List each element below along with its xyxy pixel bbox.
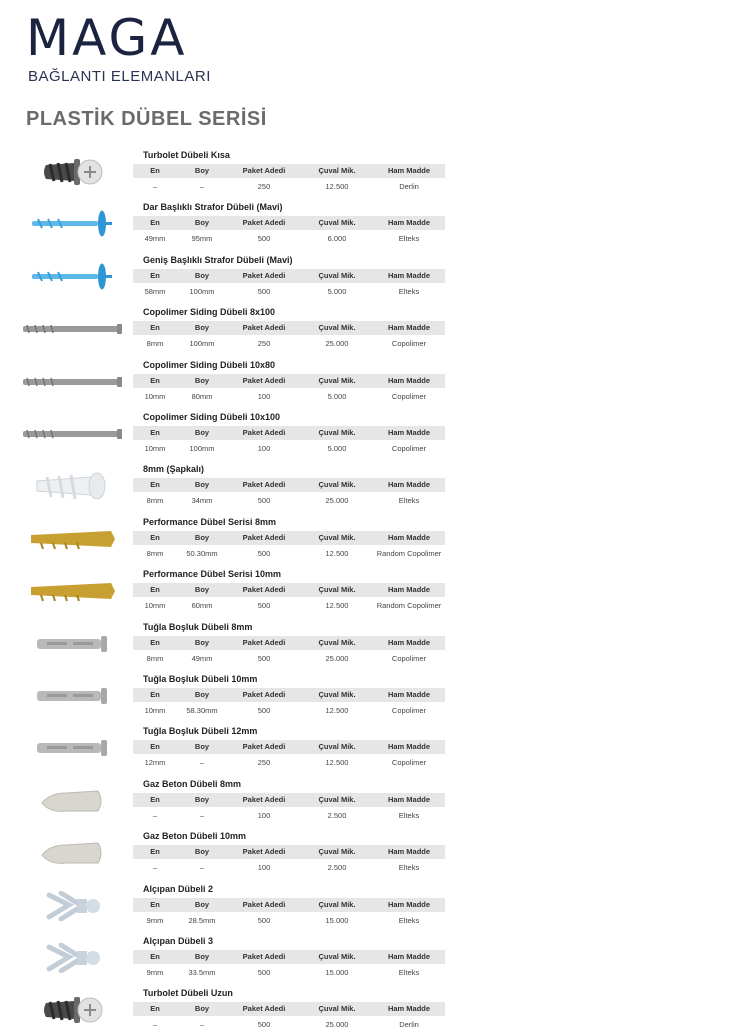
spec-value: Elteks (398, 234, 420, 244)
spec-value: 500 (257, 286, 271, 296)
column-header: En (150, 952, 160, 961)
spec-value: 8mm (146, 548, 164, 558)
spec-value: 500 (257, 915, 271, 925)
spec-value: 100mm (189, 444, 215, 453)
spec-value: Copolimer (391, 653, 427, 663)
column-header: En (150, 794, 160, 804)
column-header: Paket Adedi (242, 428, 286, 437)
column-header: En (150, 532, 160, 542)
column-header: Ham Madde (387, 166, 431, 175)
product-row (0, 884, 738, 932)
column-header: Çuval Mik. (318, 742, 356, 752)
column-header: Paket Adedi (242, 480, 286, 490)
spec-value: 2.500 (327, 863, 347, 873)
spec-value: 100 (257, 444, 271, 453)
spec-value: – (199, 758, 205, 768)
spec-value-row (133, 442, 445, 456)
column-header: Boy (194, 218, 210, 228)
product-name: Tuğla Boşluk Dübeli 12mm (143, 726, 258, 737)
product-row (0, 464, 738, 512)
blue-insulation-plug-icon (18, 204, 128, 244)
column-header: Paket Adedi (242, 742, 286, 752)
spec-value: – (152, 1020, 158, 1030)
spec-value: Elteks (398, 810, 420, 820)
spec-value: – (152, 182, 158, 191)
column-header: Ham Madde (387, 847, 431, 857)
spec-value-row (133, 285, 445, 299)
column-header: Boy (194, 270, 210, 280)
product-row (0, 307, 738, 355)
spec-header-row (133, 321, 445, 335)
spec-value: 5.000 (327, 444, 347, 453)
spec-value-row (133, 756, 445, 770)
column-header: Paket Adedi (242, 166, 286, 175)
spec-value-row (133, 232, 445, 246)
spec-value: 95mm (191, 234, 213, 244)
spec-value: 100 (257, 863, 271, 873)
column-header: Paket Adedi (242, 637, 286, 647)
page-title: PLASTİK DÜBEL SERİSİ (26, 108, 267, 130)
spec-header-row (133, 583, 445, 597)
column-header: Boy (194, 532, 210, 542)
column-header: Paket Adedi (242, 218, 286, 228)
spec-value: 500 (257, 234, 271, 244)
spec-value: 250 (257, 758, 271, 768)
spec-value: 33.5mm (188, 968, 216, 977)
column-header: Ham Madde (387, 637, 431, 647)
spec-value-row (133, 966, 445, 980)
column-header: Çuval Mik. (318, 218, 356, 228)
spec-value: 500 (257, 706, 271, 715)
column-header: Boy (194, 637, 210, 647)
spec-header-row (133, 164, 445, 178)
spec-value-row (133, 599, 445, 613)
column-header: Paket Adedi (242, 899, 286, 909)
column-header: Ham Madde (387, 218, 431, 228)
column-header: En (150, 166, 160, 175)
column-header: En (150, 428, 160, 437)
spec-value: 50.30mm (186, 548, 218, 558)
product-name: Gaz Beton Dübeli 8mm (143, 778, 242, 789)
column-header: En (150, 480, 160, 490)
column-header: En (150, 270, 160, 280)
column-header: Çuval Mik. (318, 166, 356, 175)
aerated-concrete-plug-icon (18, 781, 128, 821)
spec-value: 500 (257, 496, 271, 506)
column-header: Boy (194, 323, 210, 333)
spec-value: 25.000 (325, 1020, 349, 1030)
column-header: Çuval Mik. (318, 952, 356, 961)
spec-header-row (133, 269, 445, 283)
spec-value-row (133, 861, 445, 875)
column-header: Ham Madde (387, 742, 431, 752)
spec-value-row (133, 914, 445, 928)
siding-plug-icon (18, 309, 128, 349)
product-name: Performance Dübel Serisi 10mm (143, 569, 282, 580)
column-header: En (150, 899, 160, 909)
product-name: Copolimer Siding Dübeli 8x100 (143, 307, 276, 318)
column-header: Paket Adedi (242, 270, 286, 280)
column-header: Çuval Mik. (318, 270, 356, 280)
product-row (0, 255, 738, 303)
product-name: Performance Dübel Serisi 8mm (143, 516, 277, 527)
spec-value: Copolimer (391, 339, 427, 349)
column-header: Ham Madde (387, 375, 431, 385)
spec-value: Random Copolimer (376, 548, 442, 558)
spec-value: Derlin (399, 182, 419, 191)
column-header: En (150, 323, 160, 333)
spec-header-row (133, 950, 445, 964)
grey-brick-plug-icon (18, 676, 128, 716)
siding-plug-icon (18, 362, 128, 402)
spec-value: Copolimer (391, 758, 427, 768)
spec-value: 10mm (144, 706, 166, 715)
spec-header-row (133, 1002, 445, 1016)
column-header: Çuval Mik. (318, 1004, 356, 1014)
spec-value: 100 (257, 391, 271, 401)
product-row (0, 674, 738, 722)
spec-value: 60mm (191, 601, 213, 611)
product-row (0, 936, 738, 984)
column-header: Paket Adedi (242, 952, 286, 961)
spec-value-row (133, 494, 445, 508)
product-row (0, 831, 738, 879)
blue-insulation-plug-icon (18, 257, 128, 297)
column-header: Ham Madde (387, 794, 431, 804)
spec-value: 49mm (191, 653, 213, 663)
spec-value-row (133, 704, 445, 718)
brand-logo: MAGA (26, 9, 188, 67)
product-name: Gaz Beton Dübeli 10mm (143, 831, 247, 842)
column-header: Ham Madde (387, 1004, 431, 1014)
product-row (0, 569, 738, 617)
column-header: Boy (194, 899, 210, 909)
spec-value: 28.5mm (188, 915, 216, 925)
product-name: Copolimer Siding Dübeli 10x100 (143, 412, 281, 422)
aerated-concrete-plug-icon (18, 833, 128, 873)
product-name: Geniş Başlıklı Strafor Dübeli (Mavi) (143, 254, 293, 265)
column-header: Çuval Mik. (318, 532, 356, 542)
column-header: Çuval Mik. (318, 794, 356, 804)
product-row (0, 202, 738, 250)
spec-value: Elteks (398, 863, 420, 873)
column-header: Çuval Mik. (318, 323, 356, 333)
spec-header-row (133, 845, 445, 859)
spec-value: 12.500 (325, 758, 349, 768)
spec-header-row (133, 793, 445, 807)
spec-value: 2.500 (327, 810, 347, 820)
spec-value: 500 (257, 968, 271, 977)
column-header: En (150, 1004, 160, 1014)
spec-value: 500 (257, 548, 271, 558)
column-header: Ham Madde (387, 480, 431, 490)
drywall-plug-icon (18, 938, 128, 978)
spec-value: 10mm (144, 601, 166, 611)
column-header: Ham Madde (387, 899, 431, 909)
spec-value: 10mm (144, 444, 166, 453)
column-header: Boy (194, 1004, 210, 1014)
spec-header-row (133, 898, 445, 912)
column-header: Ham Madde (387, 428, 431, 437)
spec-value-row (133, 337, 445, 351)
product-name: Tuğla Boşluk Dübeli 8mm (143, 621, 253, 632)
spec-value: 12.500 (325, 548, 349, 558)
spec-value: – (152, 810, 158, 820)
spec-value: – (199, 810, 205, 820)
column-header: Boy (194, 480, 210, 490)
column-header: Paket Adedi (242, 375, 286, 385)
column-header: Paket Adedi (242, 323, 286, 333)
spec-value: 100mm (189, 339, 215, 349)
column-header: Boy (194, 952, 210, 961)
column-header: Boy (194, 690, 210, 699)
spec-value: Elteks (398, 915, 420, 925)
spec-value: 250 (257, 339, 271, 349)
column-header: Boy (194, 847, 210, 857)
spec-value: 25.000 (325, 496, 349, 506)
grey-brick-plug-icon (18, 728, 128, 768)
product-name: Alçıpan Dübeli 3 (143, 936, 214, 946)
column-header: Çuval Mik. (318, 847, 356, 857)
column-header: En (150, 585, 160, 595)
product-name: Turbolet Dübeli Kısa (143, 150, 230, 160)
spec-value: 500 (257, 601, 271, 611)
spec-value-row (133, 652, 445, 666)
spec-value-row (133, 809, 445, 823)
product-row (0, 726, 738, 774)
spec-value: Copolimer (391, 391, 427, 401)
spec-value: 500 (257, 1020, 271, 1030)
spec-header-row (133, 426, 445, 440)
spec-value: 80mm (191, 391, 213, 401)
column-header: Çuval Mik. (318, 375, 356, 385)
spec-value: Elteks (398, 286, 420, 296)
spec-value: 100mm (189, 286, 215, 296)
yellow-plug-icon (18, 519, 128, 559)
spec-value: 9mm (146, 968, 164, 977)
column-header: Çuval Mik. (318, 585, 356, 595)
product-row (0, 412, 738, 460)
product-name: Alçıpan Dübeli 2 (143, 883, 214, 894)
column-header: Ham Madde (387, 270, 431, 280)
column-header: Paket Adedi (242, 794, 286, 804)
spec-value: Derlin (399, 1020, 419, 1030)
spec-value: 34mm (191, 496, 213, 506)
column-header: Paket Adedi (242, 532, 286, 542)
turbolet-plug-icon (18, 152, 128, 192)
spec-value: 12.500 (325, 601, 349, 611)
product-row (0, 360, 738, 408)
column-header: Çuval Mik. (318, 690, 356, 699)
product-name: 8mm (Şapkalı) (143, 464, 205, 475)
spec-value: 15.000 (325, 915, 349, 925)
spec-value: Random Copolimer (376, 601, 442, 611)
product-name: Copolimer Siding Dübeli 10x80 (143, 359, 276, 370)
spec-value: 12.500 (325, 706, 349, 715)
siding-plug-icon (18, 414, 128, 454)
spec-value-row (133, 547, 445, 561)
spec-value: Copolimer (391, 706, 427, 715)
spec-value: – (199, 1020, 205, 1030)
column-header: En (150, 218, 160, 228)
column-header: En (150, 637, 160, 647)
spec-value: 25.000 (325, 339, 349, 349)
spec-value: 25.000 (325, 653, 349, 663)
spec-value-row (133, 1018, 445, 1032)
spec-header-row (133, 740, 445, 754)
column-header: En (150, 847, 160, 857)
spec-header-row (133, 636, 445, 650)
product-name: Dar Başlıklı Strafor Dübeli (Mavi) (143, 202, 283, 213)
spec-value: 49mm (144, 234, 166, 244)
column-header: Paket Adedi (242, 690, 286, 699)
column-header: Paket Adedi (242, 847, 286, 857)
column-header: Ham Madde (387, 585, 431, 595)
product-name: Tuğla Boşluk Dübeli 10mm (143, 674, 258, 684)
spec-value: 9mm (146, 915, 164, 925)
white-wall-plug-icon (18, 466, 128, 506)
product-name: Turbolet Dübeli Uzun (143, 988, 233, 999)
spec-value: Elteks (398, 496, 420, 506)
column-header: Boy (194, 794, 210, 804)
column-header: Çuval Mik. (318, 428, 356, 437)
spec-value-row (133, 390, 445, 404)
spec-value: 100 (257, 810, 271, 820)
spec-value: 500 (257, 653, 271, 663)
column-header: Çuval Mik. (318, 480, 356, 490)
product-row (0, 517, 738, 565)
spec-value: 5.000 (327, 391, 347, 401)
product-row (0, 779, 738, 827)
column-header: Ham Madde (387, 323, 431, 333)
column-header: Boy (194, 585, 210, 595)
column-header: Ham Madde (387, 690, 431, 699)
column-header: Boy (194, 375, 210, 385)
spec-value: 8mm (146, 339, 164, 349)
spec-value: – (152, 863, 158, 873)
spec-header-row (133, 531, 445, 545)
spec-value: 8mm (146, 653, 164, 663)
spec-value: 250 (257, 182, 271, 191)
column-header: Ham Madde (387, 952, 431, 961)
spec-value: 8mm (146, 496, 164, 506)
spec-value: – (199, 182, 205, 191)
spec-value: 10mm (144, 391, 166, 401)
spec-value: 12.500 (325, 182, 349, 191)
product-row (0, 622, 738, 670)
spec-header-row (133, 478, 445, 492)
spec-value: Copolimer (391, 444, 427, 453)
column-header: Çuval Mik. (318, 637, 356, 647)
column-header: Paket Adedi (242, 585, 286, 595)
spec-value: 15.000 (325, 968, 349, 977)
column-header: En (150, 375, 160, 385)
brand-tagline: BAĞLANTI ELEMANLARI (28, 68, 211, 85)
spec-value-row (133, 180, 445, 194)
product-row (0, 150, 738, 198)
column-header: Boy (194, 742, 210, 752)
column-header: Boy (194, 428, 210, 437)
product-row (0, 988, 738, 1036)
drywall-plug-icon (18, 886, 128, 926)
spec-value: 58.30mm (186, 706, 218, 715)
column-header: Ham Madde (387, 532, 431, 542)
spec-header-row (133, 216, 445, 230)
spec-value: 6.000 (327, 234, 347, 244)
spec-value: 5.000 (327, 286, 347, 296)
spec-header-row (133, 374, 445, 388)
column-header: Paket Adedi (242, 1004, 286, 1014)
column-header: Çuval Mik. (318, 899, 356, 909)
spec-header-row (133, 688, 445, 702)
yellow-plug-icon (18, 571, 128, 611)
grey-brick-plug-icon (18, 624, 128, 664)
spec-value: 12mm (144, 758, 166, 768)
column-header: Boy (194, 166, 210, 175)
spec-value: – (199, 863, 205, 873)
turbolet-plug-icon (18, 990, 128, 1030)
column-header: En (150, 742, 160, 752)
spec-value: 58mm (144, 286, 166, 296)
spec-value: Elteks (398, 968, 420, 977)
column-header: En (150, 690, 160, 699)
